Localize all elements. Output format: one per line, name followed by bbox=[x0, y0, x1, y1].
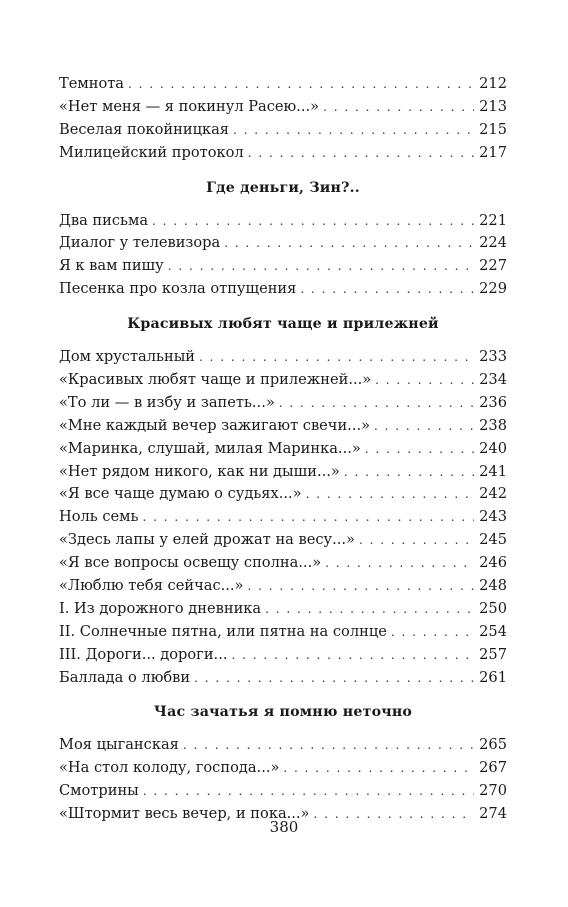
dot-leader bbox=[143, 780, 474, 803]
toc-entry-page: 242 bbox=[474, 483, 507, 506]
toc-entry-title: Смотрины bbox=[59, 780, 143, 803]
toc-entry bbox=[59, 96, 507, 119]
toc-entry bbox=[59, 667, 507, 690]
toc-entry bbox=[59, 415, 507, 438]
toc-entry-title: Два письма bbox=[59, 210, 152, 233]
toc-entry-title: II. Солнечные пятна, или пятна на солнце bbox=[59, 621, 391, 644]
toc-entry-page: 267 bbox=[474, 757, 507, 780]
toc-entry bbox=[59, 757, 507, 780]
toc-entry bbox=[59, 346, 507, 369]
toc-entry bbox=[59, 232, 507, 255]
toc-entry-title: «Красивых любят чаще и прилежней...» bbox=[59, 369, 375, 392]
dot-leader bbox=[391, 621, 474, 644]
dot-leader bbox=[199, 346, 474, 369]
dot-leader bbox=[247, 575, 474, 598]
toc-entry-title: Диалог у телевизора bbox=[59, 232, 224, 255]
dot-leader bbox=[224, 232, 474, 255]
toc-entry-title: Веселая покойницкая bbox=[59, 119, 233, 142]
dot-leader bbox=[375, 369, 474, 392]
toc-entry-title: Я к вам пишу bbox=[59, 255, 168, 278]
dot-leader bbox=[300, 278, 474, 301]
toc-entry-title: III. Дороги... дороги... bbox=[59, 644, 231, 667]
table-of-contents bbox=[59, 73, 507, 826]
toc-entry bbox=[59, 529, 507, 552]
toc-entry-page: 261 bbox=[474, 667, 507, 690]
toc-entry bbox=[59, 461, 507, 484]
toc-entry bbox=[59, 734, 507, 757]
dot-leader bbox=[231, 644, 474, 667]
toc-entry-page: 254 bbox=[474, 621, 507, 644]
toc-entry-page: 213 bbox=[474, 96, 507, 119]
toc-entry-title: «Нет меня — я покинул Расею...» bbox=[59, 96, 323, 119]
toc-entry bbox=[59, 255, 507, 278]
toc-entry-title: «Маринка, слушай, милая Маринка...» bbox=[59, 438, 365, 461]
dot-leader bbox=[283, 757, 474, 780]
toc-entry-page: 250 bbox=[474, 598, 507, 621]
toc-entry-title: «Здесь лапы у елей дрожат на весу...» bbox=[59, 529, 359, 552]
dot-leader bbox=[128, 73, 474, 96]
section-title: Где деньги, Зин?.. bbox=[206, 179, 360, 196]
dot-leader bbox=[265, 598, 474, 621]
toc-entry-page: 240 bbox=[474, 438, 507, 461]
dot-leader bbox=[152, 210, 474, 233]
dot-leader bbox=[279, 392, 474, 415]
toc-entry-page: 274 bbox=[474, 803, 507, 826]
toc-entry-title: I. Из дорожного дневника bbox=[59, 598, 265, 621]
toc-entry-page: 229 bbox=[474, 278, 507, 301]
section-title: Красивых любят чаще и прилежней bbox=[127, 316, 439, 333]
dot-leader bbox=[325, 552, 474, 575]
toc-entry bbox=[59, 621, 507, 644]
toc-entry-page: 217 bbox=[474, 142, 507, 165]
toc-entry-page: 221 bbox=[474, 210, 507, 233]
dot-leader bbox=[142, 506, 474, 529]
dot-leader bbox=[323, 96, 474, 119]
toc-entry-page: 224 bbox=[474, 232, 507, 255]
toc-entry bbox=[59, 644, 507, 667]
toc-entry bbox=[59, 552, 507, 575]
toc-group bbox=[59, 313, 507, 689]
toc-entry-page: 265 bbox=[474, 734, 507, 757]
toc-entry-page: 245 bbox=[474, 529, 507, 552]
toc-entry bbox=[59, 210, 507, 233]
section-title: Час зачатья я помню неточно bbox=[153, 704, 413, 721]
toc-group bbox=[59, 177, 507, 302]
toc-entry bbox=[59, 119, 507, 142]
dot-leader bbox=[344, 461, 474, 484]
toc-entry-page: 246 bbox=[474, 552, 507, 575]
dot-leader bbox=[365, 438, 474, 461]
toc-entry-title: «То ли — в избу и запеть...» bbox=[59, 392, 279, 415]
toc-entry bbox=[59, 506, 507, 529]
toc-entry-title: «Штормит весь вечер, и пока...» bbox=[59, 803, 314, 826]
dot-leader bbox=[183, 734, 474, 757]
toc-entry-page: 241 bbox=[474, 461, 507, 484]
toc-entry bbox=[59, 780, 507, 803]
dot-leader bbox=[359, 529, 474, 552]
toc-entry-page: 234 bbox=[474, 369, 507, 392]
toc-entry bbox=[59, 598, 507, 621]
toc-entry-title: Дом хрустальный bbox=[59, 346, 199, 369]
toc-group bbox=[59, 701, 507, 826]
toc-group bbox=[59, 73, 507, 165]
toc-entry-title: Баллада о любви bbox=[59, 667, 194, 690]
toc-entry bbox=[59, 392, 507, 415]
toc-entry-page: 248 bbox=[474, 575, 507, 598]
toc-entry bbox=[59, 438, 507, 461]
toc-entry-page: 233 bbox=[474, 346, 507, 369]
page-number: 380 bbox=[269, 818, 299, 836]
toc-entry-title: «Люблю тебя сейчас...» bbox=[59, 575, 247, 598]
toc-entry-page: 257 bbox=[474, 644, 507, 667]
dot-leader bbox=[306, 483, 475, 506]
toc-entry-title: «Я все чаще думаю о судьях...» bbox=[59, 483, 306, 506]
dot-leader bbox=[233, 119, 474, 142]
toc-entry-title: Милицейский протокол bbox=[59, 142, 248, 165]
toc-entry-page: 236 bbox=[474, 392, 507, 415]
toc-entry-page: 238 bbox=[474, 415, 507, 438]
toc-entry bbox=[59, 73, 507, 96]
toc-entry-page: 212 bbox=[474, 73, 507, 96]
toc-entry-title: «Нет рядом никого, как ни дыши...» bbox=[59, 461, 344, 484]
toc-entry bbox=[59, 278, 507, 301]
toc-entry bbox=[59, 483, 507, 506]
toc-entry bbox=[59, 369, 507, 392]
dot-leader bbox=[374, 415, 474, 438]
toc-entry-title: Ноль семь bbox=[59, 506, 142, 529]
toc-entry-title: Моя цыганская bbox=[59, 734, 183, 757]
toc-entry-title: Темнота bbox=[59, 73, 128, 96]
dot-leader bbox=[248, 142, 474, 165]
toc-entry bbox=[59, 142, 507, 165]
dot-leader bbox=[168, 255, 474, 278]
toc-entry-title: «На стол колоду, господа...» bbox=[59, 757, 283, 780]
toc-entry-title: Песенка про козла отпущения bbox=[59, 278, 300, 301]
dot-leader bbox=[194, 667, 474, 690]
toc-entry-title: «Я все вопросы освещу сполна...» bbox=[59, 552, 325, 575]
toc-entry-page: 243 bbox=[474, 506, 507, 529]
toc-entry-title: «Мне каждый вечер зажигают свечи...» bbox=[59, 415, 374, 438]
toc-entry bbox=[59, 575, 507, 598]
toc-entry-page: 215 bbox=[474, 119, 507, 142]
toc-entry-page: 270 bbox=[474, 780, 507, 803]
toc-entry-page: 227 bbox=[474, 255, 507, 278]
